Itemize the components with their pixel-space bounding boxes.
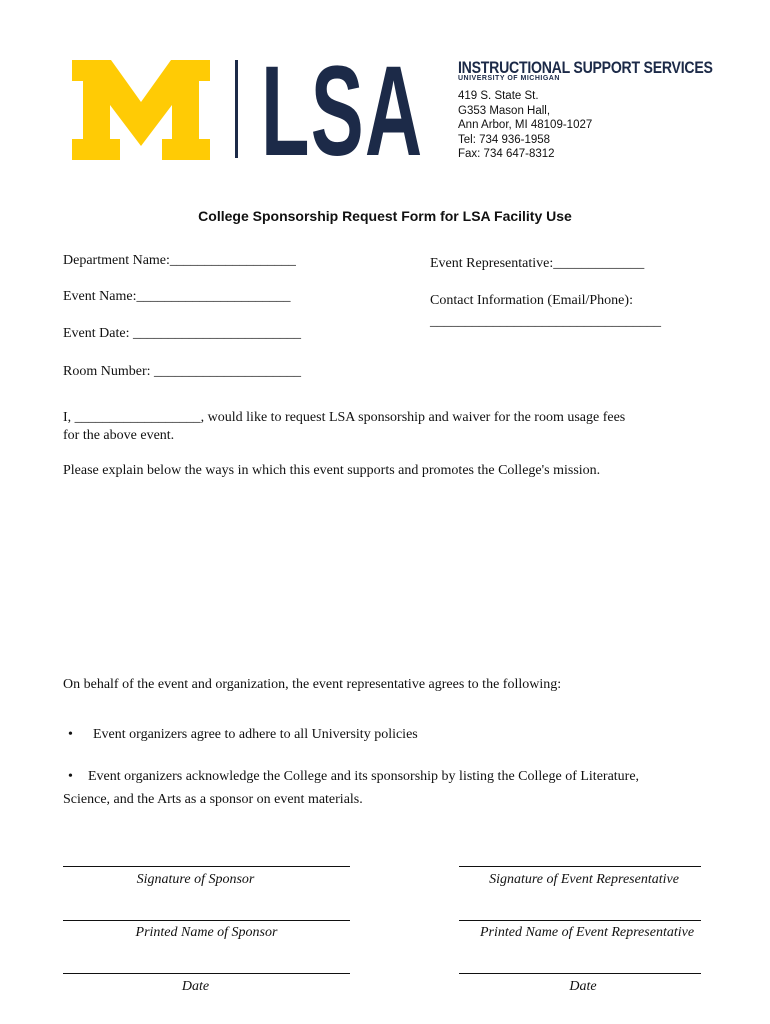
- block-m-icon: [72, 60, 210, 160]
- room-number-field[interactable]: Room Number: _____________________: [63, 364, 301, 379]
- department-name-field[interactable]: Department Name:__________________: [63, 253, 296, 268]
- bullet-1-marker: •: [68, 727, 73, 742]
- representative-printed-name-line[interactable]: [459, 920, 701, 921]
- bullet-2-marker: •: [68, 769, 73, 784]
- sponsor-signature-line[interactable]: [63, 866, 350, 867]
- bullet-2-text-line-2: Science, and the Arts as a sponsor on event materials.: [63, 792, 363, 807]
- event-name-field[interactable]: Event Name:______________________: [63, 289, 291, 304]
- sponsor-date-line[interactable]: [63, 973, 350, 974]
- block-m-logo: [72, 60, 210, 160]
- sponsor-printed-name-label: Printed Name of Sponsor: [135, 925, 278, 940]
- agreement-intro: On behalf of the event and organization, the event representative agrees to the following:: [63, 677, 562, 692]
- form-title: College Sponsorship Request Form for LSA Facility Use: [198, 208, 572, 224]
- unit-subname: UNIVERSITY OF MICHIGAN: [458, 75, 560, 82]
- bullet-2-text-line-1: Event organizers acknowledge the College and its sponsorship by listing the College of Literature,: [88, 769, 640, 784]
- lsa-wordmark: LSA: [261, 40, 424, 183]
- logo-divider: [235, 60, 238, 158]
- address-tel: Tel: 734 936-1958: [458, 133, 551, 146]
- representative-printed-name-label: Printed Name of Event Representative: [479, 925, 695, 940]
- address-street: 419 S. State St.: [458, 90, 539, 102]
- address-fax: Fax: 734 647-8312: [458, 148, 555, 161]
- sponsor-printed-name-line[interactable]: [63, 920, 350, 921]
- representative-signature-label: Signature of Event Representative: [489, 872, 679, 887]
- request-statement-line-1[interactable]: I, __________________, would like to request LSA sponsorship and waiver for the room usage fees: [63, 410, 626, 425]
- sponsor-date-label: Date: [181, 979, 210, 994]
- event-date-field[interactable]: Event Date: ________________________: [63, 326, 301, 341]
- contact-information-field[interactable]: _________________________________: [430, 314, 661, 329]
- sponsor-signature-label: Signature of Sponsor: [136, 872, 255, 887]
- mission-explanation-area[interactable]: [63, 484, 703, 669]
- representative-signature-line[interactable]: [459, 866, 701, 867]
- address-city: Ann Arbor, MI 48109-1027: [458, 119, 593, 132]
- representative-date-line[interactable]: [459, 973, 701, 974]
- representative-date-label: Date: [569, 979, 597, 994]
- contact-information-label: Contact Information (Email/Phone):: [430, 293, 633, 308]
- unit-name: INSTRUCTIONAL SUPPORT SERVICES: [458, 58, 713, 77]
- event-representative-field[interactable]: Event Representative:_____________: [430, 256, 645, 271]
- address-building: G353 Mason Hall,: [458, 104, 551, 117]
- address-block: [458, 89, 592, 162]
- request-statement-line-2: for the above event.: [63, 428, 175, 443]
- bullet-1-text: Event organizers agree to adhere to all University policies: [93, 727, 418, 742]
- mission-prompt: Please explain below the ways in which this event supports and promotes the College's mission.: [63, 463, 601, 478]
